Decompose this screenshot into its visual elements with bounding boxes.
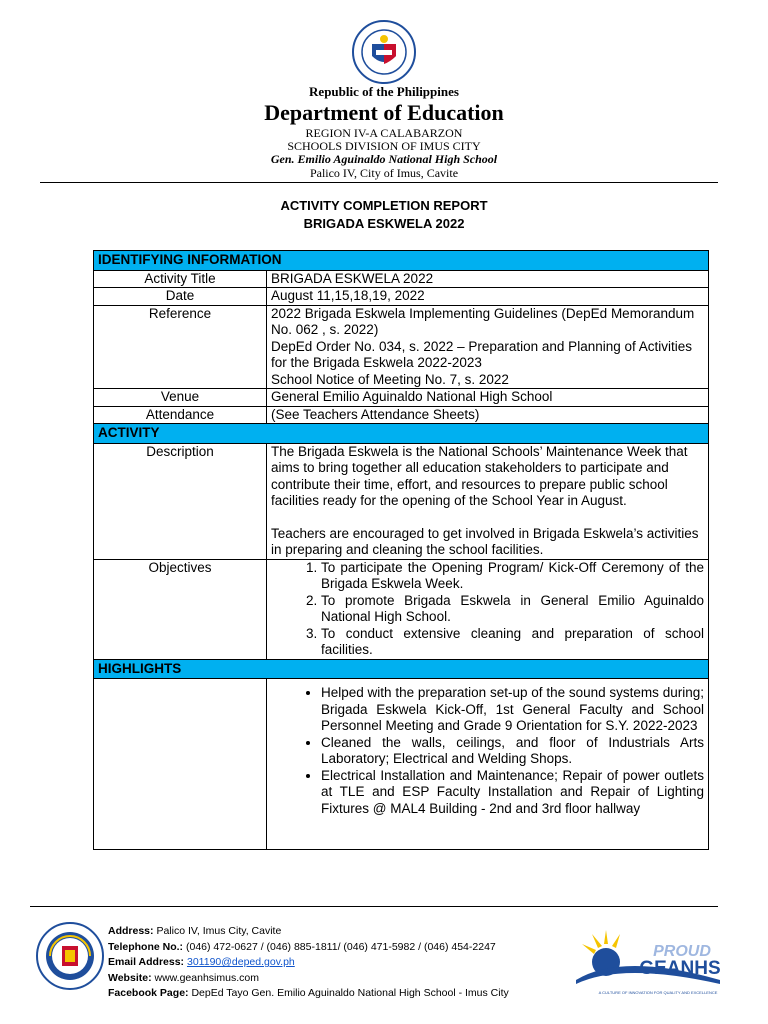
proud-geanhs-logo	[572, 922, 722, 1000]
venue-label: Venue	[94, 389, 267, 407]
region-line: REGION IV-A CALABARZON	[305, 126, 463, 140]
svg-text:GEANHS: GEANHS	[639, 958, 721, 979]
description-paragraph: The Brigada Eskwela is the National Schools’ Maintenance Week that aims to bring together all education stakeholders to participate and contribute their time, effort, and resources to prepare public school facilities ready for the opening of the School Year in August.	[271, 443, 688, 508]
footer-website-line: Website: www.geanhsimus.com	[108, 971, 259, 984]
description-value	[267, 443, 709, 559]
date-label: Date	[94, 288, 267, 306]
header-divider	[40, 182, 718, 183]
objective-item: 3. To conduct extensive cleaning and preparation of school facilities.	[321, 626, 704, 659]
date-value: August 11,15,18,19, 2022	[267, 288, 709, 306]
row-description	[94, 443, 709, 559]
division-line: SCHOOLS DIVISION OF IMUS CITY	[287, 139, 481, 153]
section-header-highlights: HIGHLIGHTS	[94, 659, 709, 679]
report-title: ACTIVITY COMPLETION REPORT	[280, 198, 488, 213]
highlight-item: • Cleaned the walls, ceilings, and floor of Industrials Arts Laboratory; Electrical and Welding Shops.	[321, 735, 704, 768]
objectives-label: Objectives	[94, 559, 267, 659]
attendance-value: (See Teachers Attendance Sheets)	[267, 406, 709, 424]
report-subtitle: BRIGADA ESKWELA 2022	[303, 216, 465, 231]
deped-seal-logo	[352, 20, 416, 84]
school-address: Palico IV, City of Imus, Cavite	[309, 166, 459, 180]
attendance-label: Attendance	[94, 406, 267, 424]
highlight-item: • Electrical Installation and Maintenance; Repair of power outlets at TLE and ESP Faculty Installation and Repair of Lighting Fixtures @ MAL4 Building - 2nd and 3rd floor hallway	[321, 768, 704, 818]
highlights-list	[271, 685, 704, 817]
svg-text:A CULTURE OF INNOVATION FOR QU: A CULTURE OF INNOVATION FOR QUALITY AND EXCELLENCE	[598, 990, 718, 995]
section-header-activity: ACTIVITY	[94, 424, 709, 444]
objective-item: 2. To promote Brigada Eskwela in General Emilio Aguinaldo National High School.	[321, 593, 704, 626]
section-header-identifying: IDENTIFYING INFORMATION	[94, 251, 709, 271]
row-attendance	[94, 406, 709, 424]
republic-heading: Republic of the Philippines	[309, 84, 459, 99]
school-seal-logo	[36, 922, 104, 990]
footer-email-line: Email Address: 301190@deped.gov.ph	[108, 956, 295, 968]
objective-item: 1. To participate the Opening Program/ Kick-Off Ceremony of the Brigada Eskwela Week.	[321, 560, 704, 593]
footer-divider	[30, 906, 718, 907]
activity-title-value: BRIGADA ESKWELA 2022	[267, 270, 709, 288]
highlight-item: • Helped with the preparation set-up of the sound systems during; Brigada Eskwela Kick-Off, 1st General Faculty and School Personnel Meeting and Grade 9 Orientation for S.Y. 2022-2023	[321, 685, 704, 735]
row-date	[94, 288, 709, 306]
description-paragraph: Teachers are encouraged to get involved in Brigada Eskwela’s activities in preparing and cleaning the school facilities.	[271, 525, 699, 557]
email-link[interactable]: 301190@deped.gov.ph	[186, 956, 295, 968]
activity-title-label: Activity Title	[94, 270, 267, 288]
row-venue	[94, 389, 709, 407]
reference-item: DepEd Order No. 034, s. 2022 – Preparation and Planning of Activities for the Brigada Eskwela 2022-2023	[271, 338, 693, 370]
footer-contact-info	[108, 924, 509, 1002]
footer-facebook-line: Facebook Page: DepEd Tayo Gen. Emilio Aguinaldo National High School - Imus City	[108, 987, 509, 999]
footer-telephone-line: Telephone No.: (046) 472-0627 / (046) 885-1811/ (046) 471-5982 / (046) 454-2247	[108, 940, 496, 953]
objectives-value	[267, 559, 709, 659]
description-label: Description	[94, 443, 267, 559]
footer-address-line: Address: Palico IV, Imus City, Cavite	[108, 925, 282, 937]
reference-item: 2022 Brigada Eskwela Implementing Guidelines (DepEd Memorandum No. 062 , s. 2022)	[271, 305, 695, 337]
reference-label: Reference	[94, 305, 267, 389]
row-highlights	[94, 679, 709, 850]
objectives-list	[271, 560, 704, 659]
reference-value	[267, 305, 709, 389]
row-objectives	[94, 559, 709, 659]
venue-value: General Emilio Aguinaldo National High School	[267, 389, 709, 407]
department-heading: Department of Education	[264, 100, 504, 125]
report-table	[93, 250, 709, 850]
highlights-value	[267, 679, 709, 850]
school-name: Gen. Emilio Aguinaldo National High School	[270, 152, 498, 166]
row-reference	[94, 305, 709, 389]
row-activity-title	[94, 270, 709, 288]
reference-item: School Notice of Meeting No. 7, s. 2022	[271, 371, 509, 387]
highlights-label-empty	[94, 679, 267, 850]
svg-text:PROUD: PROUD	[653, 943, 711, 960]
